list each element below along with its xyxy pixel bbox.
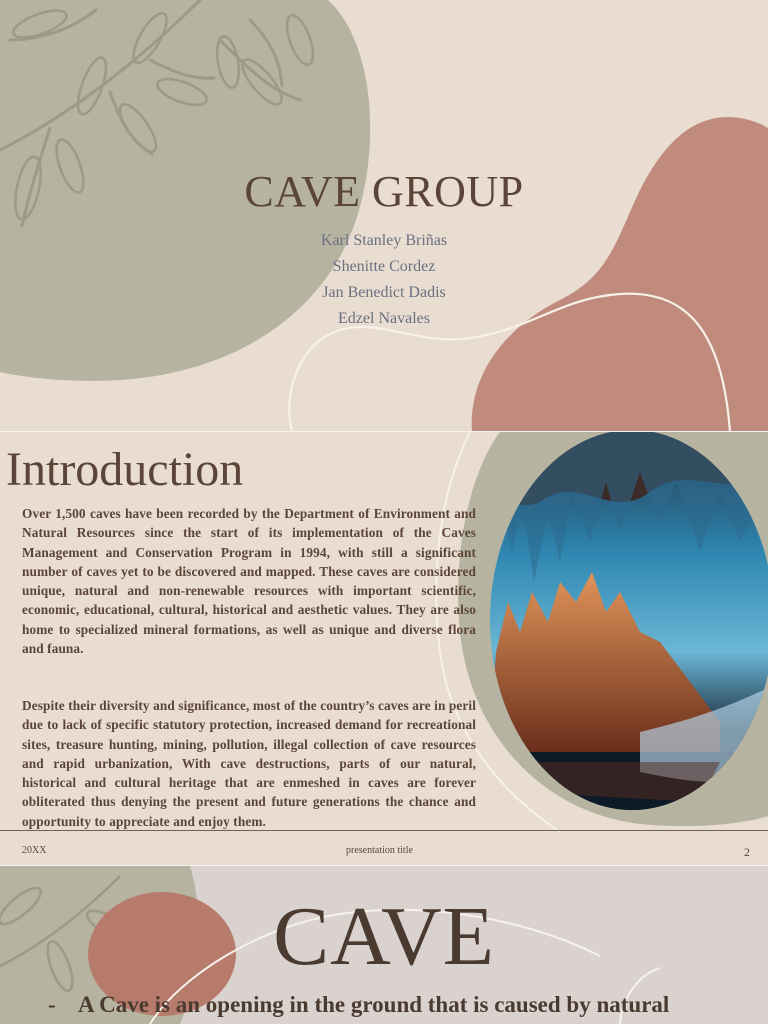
page-number: 2	[744, 845, 750, 859]
footer-divider	[0, 830, 768, 831]
intro-paragraph: Over 1,500 caves have been recorded by the Department of Environment and Natural Resources since the start of its implementation of the Caves Management and Conservation Program in 1994, with still a significant number of caves yet to be discovered and mapped. These caves are considered unique, natural and non-renewable resources with important scientific, economic, educational, cultural, historical and aesthetic values. They are also home to specialized mineral formations, as well as unique and diverse flora and fauna.	[22, 506, 476, 657]
footer-title: presentation title	[346, 845, 413, 856]
member-name: Karl Stanley Briñas	[320, 232, 448, 249]
member-name: Jan Benedict Dadis	[322, 284, 446, 301]
bullet-item	[48, 992, 669, 1018]
slide-title: CAVE GROUP	[244, 167, 524, 216]
member-list	[0, 228, 768, 332]
member-name: Shenitte Cordez	[332, 258, 436, 275]
introduction-slide	[0, 432, 768, 866]
cave-slide	[0, 866, 768, 1024]
slide-title: CAVE	[273, 890, 495, 983]
member-name: Edzel Navales	[338, 310, 430, 327]
section-heading: Introduction	[6, 443, 244, 496]
intro-paragraph: Despite their diversity and significance, most of the country’s caves are in peril due to lack of specific statutory protection, increased demand for recreational sites, treasure hunting, mining, pollution, illegal collection of cave resources and rapid urbanization, With cave destructions, parts of our natural, historical and cultural heritage that are enmeshed in caves are forever obliterated thus denying the present and future generations the chance and opportunity to appreciate and enjoy them.	[22, 698, 476, 829]
bullet-dash: -	[48, 992, 56, 1017]
title-slide	[0, 0, 768, 432]
footer-year: 20XX	[22, 845, 47, 856]
bullet-text: A Cave is an opening in the ground that is caused by natural	[78, 992, 670, 1017]
